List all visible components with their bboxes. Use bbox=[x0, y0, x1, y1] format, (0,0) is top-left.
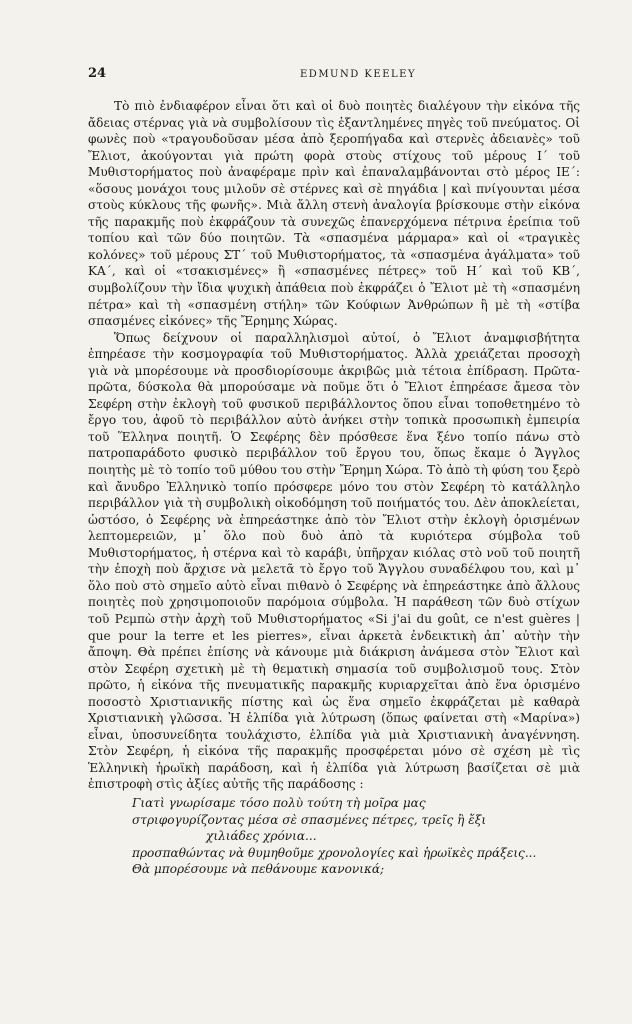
poem-line: χιλιάδες χρόνια... bbox=[206, 829, 317, 844]
running-head: EDMUND KEELEY bbox=[300, 69, 417, 80]
paragraph: Ὅπως δείχνουν οἱ παραλληλισμοὶ αὐτοί, ὁ Ἔλιοτ ἀναμφισβήτητα ἐπηρέασε τὴν κοσμογραφία τοῦ Μυθιστορήματος. Ἀλλὰ χρειάζεται προσοχὴ γιὰ νὰ μπορέσουμε νὰ προσδιορίσουμε ἀκριβῶς μιὰ τέτοια ἐπίδραση. Πρῶτα-πρῶτα, δύσκολα θὰ μπορούσαμε νὰ ποῦμε ὅτι ὁ Ἔλιοτ ἐπηρέασε ἄμεσα τὸν Σεφέρη στὴν ἐκλογὴ τοῦ φυσικοῦ περιβάλλοντος ὅπου εἶναι τοποθετημένο τὸ ἔργο του, ἀφοῦ τὸ περιβάλλον αὐτὸ ἀνήκει στὴν τοπικὰ προσωπικὴ ἐμπειρία τοῦ Ἕλληνα ποιητῆ. Ὁ Σεφέρης δὲν πρόσθεσε ἕνα ξένο τοπίο πάνω στὸ πατροπαράδοτο φυσικὸ περιβάλλον τοῦ ἔργου του, ὅπως ἔκαμε ὁ Ἄγγλος ποιητὴς μὲ τὸ τοπίο τοῦ μύθου του στὴν Ἔρημη Χώρα. Τὸ ἀπὸ τὴ φύση του ξερὸ καὶ ἄνυδρο Ἑλληνικὸ τοπίο πρόσφερε μόνο του στὸν Σεφέρη τὸ κατάλληλο περιβάλλον γιὰ τὴ συμβολικὴ οἰκοδόμηση τοῦ ποιήματός του. Δὲν ἀποκλείεται, ὡστόσο, ὁ Σεφέρης νὰ ἐπηρεάστηκε ἀπὸ τὸν Ἔλιοτ στὴν ἐκλογὴ ὁρισμένων λεπτομερειῶν, μ᾿ ὅλο ποὺ δυὸ ἀπὸ τὰ κυριότερα σύμβολα τοῦ Μυθιστορήματος, ἡ στέρνα καὶ τὸ καράβι, ὑπῆρχαν κιόλας στὸ νοῦ τοῦ ποιητῆ τὴν ἐποχὴ ποὺ ἄρχισε νὰ μελετᾶ τὸ ἔργο τοῦ Ἄγγλου συναδέλφου του, καὶ μ᾿ ὅλο ποὺ στὸ σημεῖο αὐτὸ εἶναι πιθανὸ ὁ Σεφέρης νὰ ἐπηρεάστηκε ἀπὸ ἄλλους ποιητὲς ποὺ χρησιμοποιοῦν παρόμοια σύμβολα. Ἡ παράθεση τῶν δυὸ στίχων τοῦ Ρεμπὼ στὴν ἀρχὴ τοῦ Μυθιστορήματος «Si j'ai du goût, ce n'est guères | que pour la terre et les pierres», εἶναι ἀρκετὰ ἐνδεικτικὴ ἀπ᾿ αὐτὴν τὴν ἄποψη. Θὰ πρέπει ἐπίσης νὰ κάνουμε μιὰ διάκριση ἀνάμεσα στὸν Ἔλιοτ καὶ στὸν Σεφέρη σχετικὴ μὲ τὴ θεματικὴ σημασία τοῦ συμβολισμοῦ τους. Στὸν πρῶτο, ἡ εἰκόνα τῆς πνευματικῆς παρακμῆς κυριαρχεῖται ἀπὸ ἕνα ὁρισμένο ποσοστὸ Χριστιανικῆς πίστης καὶ ὡς ἕνα σημεῖο ἐκφράζεται μὲ καθαρὰ Χριστιανικὴ γλῶσσα. Ἡ ἐλπίδα γιὰ λύτρωση (ὅπως φαίνεται στὴ «Μαρίνα») εἶναι, ὑποσυνείδητα τουλάχιστο, ἐλπίδα γιὰ μιὰ Χριστιανικὴ ἀναγέννηση. Στὸν Σεφέρη, ἡ εἰκόνα τῆς παρακμῆς προσφέρεται μόνο σὲ σχέση μὲ τὶς Ἑλληνικὴ ἡρωϊκὴ παράδοση, καὶ ἡ ἐλπίδα γιὰ λύτρωση βασίζεται σὲ μιὰ ἐπιστροφὴ στὶς ἀξίες αὐτῆς τῆς παράδοσης : bbox=[88, 330, 580, 792]
poem-line: Γιατὶ γνωρίσαμε τόσο πολὺ τούτη τὴ μοῖρα μας bbox=[132, 795, 426, 810]
paragraph: Τὸ πιὸ ἐνδιαφέρον εἶναι ὅτι καὶ οἱ δυὸ ποιητὲς διαλέγουν τὴν εἰκόνα τῆς ἄδειας στέρνας γιὰ νὰ συμβολίσουν τὶς ἐξαντλημένες πηγὲς τοῦ πνεύματος. Οἱ φωνὲς ποὺ «τραγουδοῦσαν μέσα ἀπὸ ξεροπήγαδα καὶ στερνὲς ἀδειανὲς» τοῦ Ἔλιοτ, ἀκούγονται γιὰ πρώτη φορὰ στοὺς στίχους τοῦ μέρους Ι΄ τοῦ Μυθιστορήματος ποὺ ἀναφέραμε πρὶν καὶ ἐπαναλαμβάνονται στὸ μέρος ΙΕ΄: «ὅσους μονάχοι τους μιλοῦν σὲ στέρνες καὶ σὲ πηγάδια | καὶ πνίγουνται μέσα στοὺς κύκλους τῆς φωνῆς». Μιὰ ἄλλη στενὴ ἀναλογία βρίσκουμε στὴν εἰκόνα τῆς παρακμῆς ποὺ ἐκφράζουν τὰ συνεχῶς ἐπανερχόμενα πέτρινα ἐρείπια τοῦ τοπίου καὶ τῶν δύο ποιητῶν. Τὰ «σπασμένα μάρμαρα» καὶ οἱ «τραγικὲς κολόνες» τοῦ μέρους ΣΤ΄ τοῦ Μυθιστορήματος, τὰ «σπασμένα ἀγάλματα» τοῦ ΚΑ΄, καὶ οἱ «τσακισμένες» ἢ «σπασμένες πέτρες» τοῦ Η΄ καὶ τοῦ ΚΒ΄, συμβολίζουν τὴν ἴδια ψυχικὴ ἀπάθεια ποὺ ἐκφράζει ὁ Ἔλιοτ μὲ τὴ «σπασμένη πέτρα» καὶ τὴ «σπασμένη στήλη» τῶν Κούφιων Ἀνθρώπων ἢ μὲ τὴ «στίβα σπασμένες εἰκόνες» τῆς Ἔρημης Χώρας. bbox=[88, 99, 580, 329]
page-header bbox=[88, 66, 580, 88]
poem-line: Θὰ μπορέσουμε νὰ πεθάνουμε κανονικά; bbox=[132, 862, 385, 877]
poem-quote bbox=[88, 795, 580, 878]
page-number: 24 bbox=[88, 66, 107, 81]
body-text bbox=[88, 98, 580, 793]
poem-line: στριφογυρίζοντας μέσα σὲ σπασμένες πέτρες, τρεῖς ἢ ἔξι bbox=[132, 812, 487, 827]
poem-line: προσπαθώντας νὰ θυμηθοῦμε χρονολογίες καὶ ἡρωϊκὲς πράξεις... bbox=[132, 845, 537, 860]
